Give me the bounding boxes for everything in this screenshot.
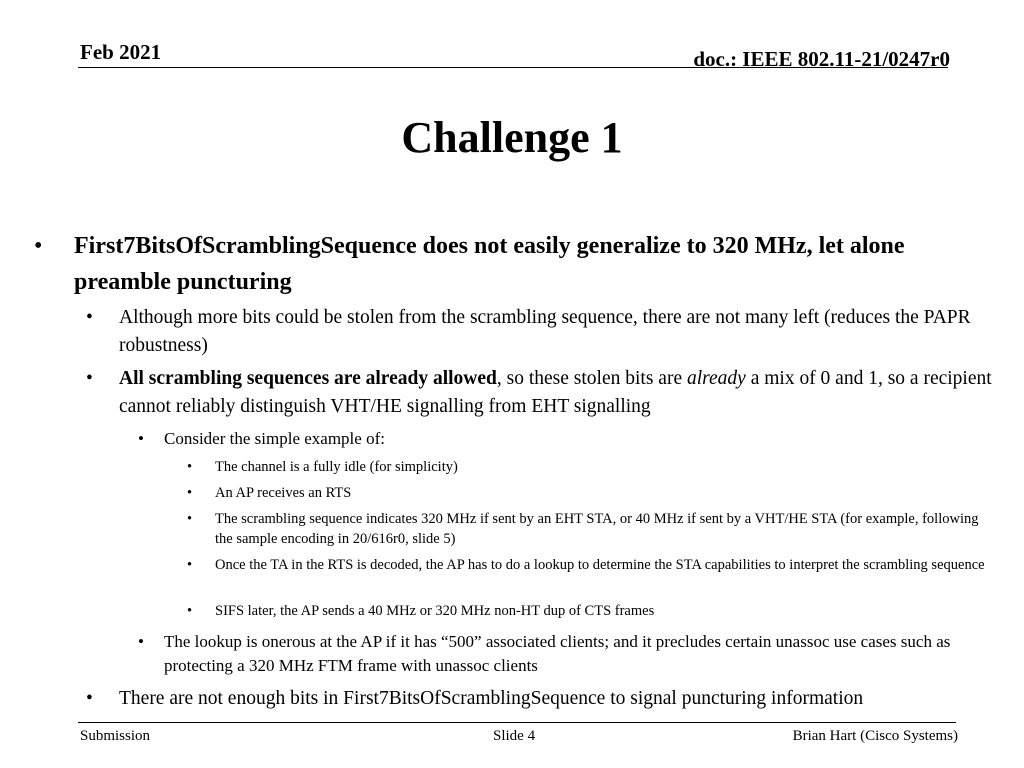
bullet-text: The scrambling sequence indicates 320 MHz if sent by an EHT STA, or 40 MHz if sent by a VHT/HE STA (for example, following the sample encoding in 20/616r0, slide 5)	[215, 511, 979, 547]
bullet-level2	[86, 685, 999, 713]
bullet-text: SIFS later, the AP sends a 40 MHz or 320 MHz non-HT dup of CTS frames	[215, 603, 655, 619]
bullet-level4	[187, 601, 990, 621]
bullet-level2	[86, 304, 999, 360]
bullet-level1	[34, 228, 994, 300]
bullet-text: The channel is a fully idle (for simplicity)	[215, 459, 458, 475]
bullet-text: There are not enough bits in First7BitsOfScramblingSequence to signal puncturing information	[119, 688, 864, 709]
bullet-dot: •	[187, 603, 193, 619]
bullet-text: Once the TA in the RTS is decoded, the AP has to do a lookup to determine the STA capabilities to interpret the scrambling sequence	[215, 557, 985, 573]
bullet-text: , so these stolen bits are	[496, 368, 687, 389]
bullet-text: The lookup is onerous at the AP if it has “500” associated clients; and it precludes certain unassoc use cases such as protecting a 320 MHz FTM frame with unassoc clients	[164, 632, 951, 675]
bullet-text: a mix of 0 and 1, so a recipient cannot reliably distinguish VHT/HE signalling from EHT signalling	[119, 368, 992, 417]
bullet-dot: •	[138, 632, 144, 651]
bullet-text: An AP receives an RTS	[215, 485, 352, 501]
header-rule	[78, 67, 948, 68]
bullet-dot: •	[86, 368, 93, 389]
bullet-text: Consider the simple example of:	[164, 429, 385, 448]
header-doc-id: doc.: IEEE 802.11-21/0247r0	[693, 47, 950, 71]
bullet-dot: •	[86, 688, 93, 709]
bullet-text: Although more bits could be stolen from the scrambling sequence, there are not many left (reduces the PAPR robustness)	[119, 307, 971, 356]
bullet-dot: •	[187, 485, 193, 501]
bullet-level4	[187, 483, 990, 503]
footer-rule	[78, 722, 956, 723]
bullet-text-bold: All scrambling sequences are already allowed	[119, 368, 497, 389]
footer-slide-number: Slide 4	[493, 728, 536, 744]
bullet-dot: •	[86, 307, 93, 328]
bullet-level4	[187, 555, 990, 575]
bullet-dot: •	[187, 557, 193, 573]
bullet-level2	[86, 365, 999, 421]
bullet-level3	[138, 427, 994, 451]
bullet-text: First7BitsOfScramblingSequence does not easily generalize to 320 MHz, let alone preamble puncturing	[74, 233, 905, 295]
header-date: Feb 2021	[80, 40, 162, 64]
footer-submission: Submission	[80, 728, 151, 744]
bullet-level4	[187, 509, 990, 549]
footer-author: Brian Hart (Cisco Systems)	[792, 728, 958, 744]
bullet-text-italic: already	[686, 368, 746, 389]
slide-title: Challenge 1	[401, 113, 623, 162]
bullet-dot: •	[138, 429, 144, 448]
bullet-dot: •	[187, 459, 193, 475]
bullet-level3	[138, 630, 994, 678]
bullet-dot: •	[187, 511, 193, 527]
bullet-dot: •	[34, 233, 43, 259]
bullet-level4	[187, 457, 990, 477]
